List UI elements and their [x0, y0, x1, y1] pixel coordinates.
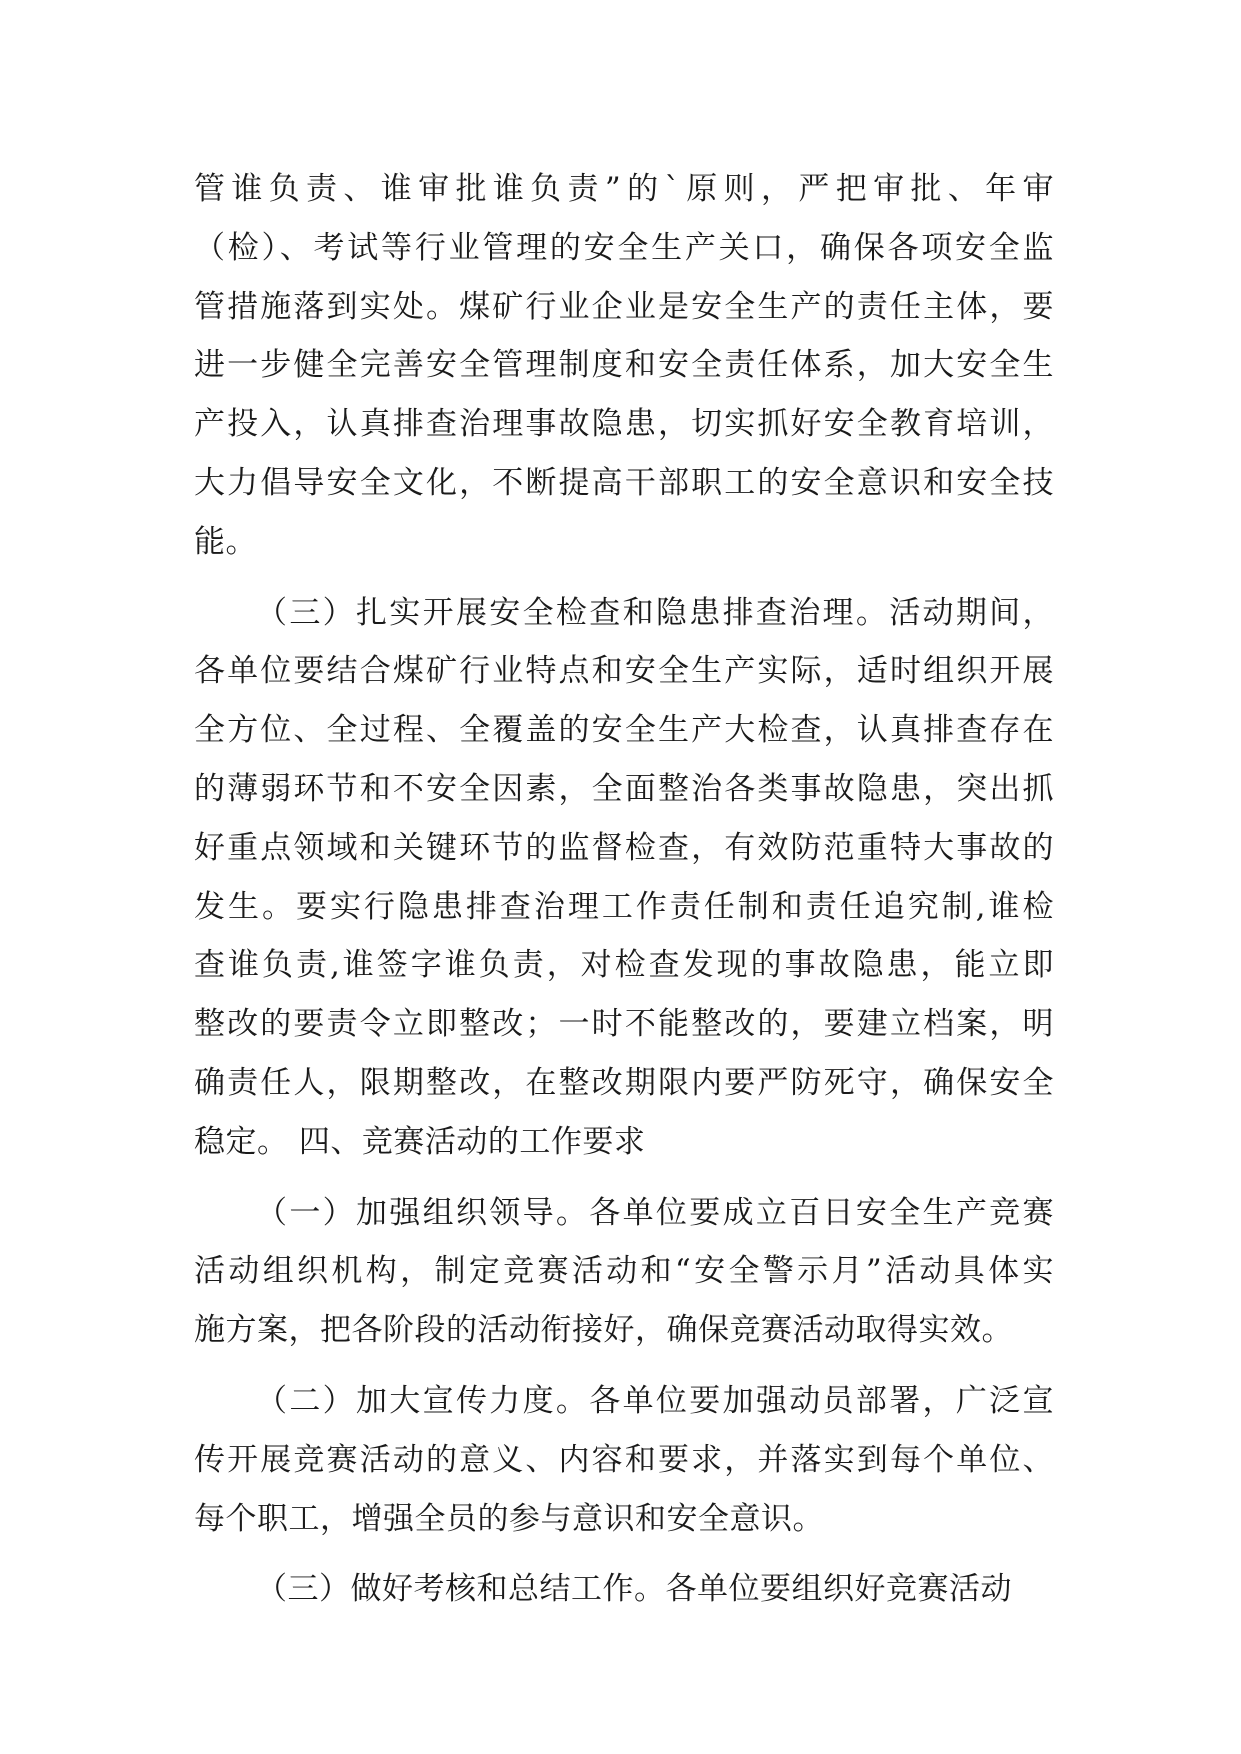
text-line: 产投入，认真排查治理事故隐患，切实抓好安全教育培训，: [194, 406, 1054, 443]
text-line: 进一步健全完善安全管理制度和安全责任体系，加大安全生: [194, 347, 1054, 384]
paragraph: [194, 1372, 1054, 1548]
text-line: 管措施落到实处。煤矿行业企业是安全生产的责任主体，要: [194, 288, 1054, 325]
text-line: 整改的要责令立即整改；一时不能整改的，要建立档案，明: [194, 1006, 1054, 1043]
text-line: （检）、考试等行业管理的安全生产关口，确保各项安全监: [194, 229, 1054, 266]
text-line: 能。: [194, 523, 257, 560]
text-line: 的薄弱环节和不安全因素，全面整治各类事故隐患，突出抓: [194, 770, 1054, 807]
text-line: 传开展竞赛活动的意义、内容和要求，并落实到每个单位、: [194, 1441, 1054, 1478]
text-line: 查谁负责,谁签字谁负责，对检查发现的事故隐患，能立即: [194, 947, 1054, 984]
text-line: （一）加强组织领导。各单位要成立百日安全生产竞赛: [256, 1194, 1054, 1231]
paragraph-gap: [194, 1548, 1054, 1560]
paragraph-gap: [194, 1172, 1054, 1184]
text-line: 稳定。 四、竞赛活动的工作要求: [194, 1123, 646, 1160]
paragraph: [194, 160, 1054, 572]
text-line: 施方案，把各阶段的活动衔接好，确保竞赛活动取得实效。: [194, 1312, 1013, 1349]
text-line: （三）做好考核和总结工作。各单位要组织好竞赛活动: [256, 1571, 1012, 1608]
text-line: （二）加大宣传力度。各单位要加强动员部署，广泛宣: [256, 1382, 1054, 1419]
text-line: 每个职工，增强全员的参与意识和安全意识。: [194, 1500, 824, 1537]
text-line: 各单位要结合煤矿行业特点和安全生产实际，适时组织开展: [194, 653, 1054, 690]
text-line: 管谁负责、谁审批谁负责”的`原则，严把审批、年审: [194, 171, 1054, 207]
text-line: 好重点领域和关键环节的监督检查，有效防范重特大事故的: [194, 829, 1054, 866]
text-line: 活动组织机构，制定竞赛活动和“安全警示月”活动具体实: [194, 1253, 1054, 1290]
paragraph: [194, 1184, 1054, 1360]
text-line: 大力倡导安全文化，不断提高干部职工的安全意识和安全技: [194, 464, 1054, 501]
document-body: [194, 160, 1054, 1619]
paragraph: [194, 1560, 1054, 1619]
paragraph-gap: [194, 1360, 1054, 1372]
text-line: （三）扎实开展安全检查和隐患排查治理。活动期间，: [256, 594, 1054, 631]
text-line: 全方位、全过程、全覆盖的安全生产大检查，认真排查存在: [194, 712, 1054, 749]
paragraph: [194, 584, 1054, 1172]
text-line: 确责任人，限期整改，在整改期限内要严防死守，确保安全: [194, 1064, 1054, 1101]
text-line: 发生。要实行隐患排查治理工作责任制和责任追究制,谁检: [194, 888, 1054, 925]
paragraph-gap: [194, 572, 1054, 584]
